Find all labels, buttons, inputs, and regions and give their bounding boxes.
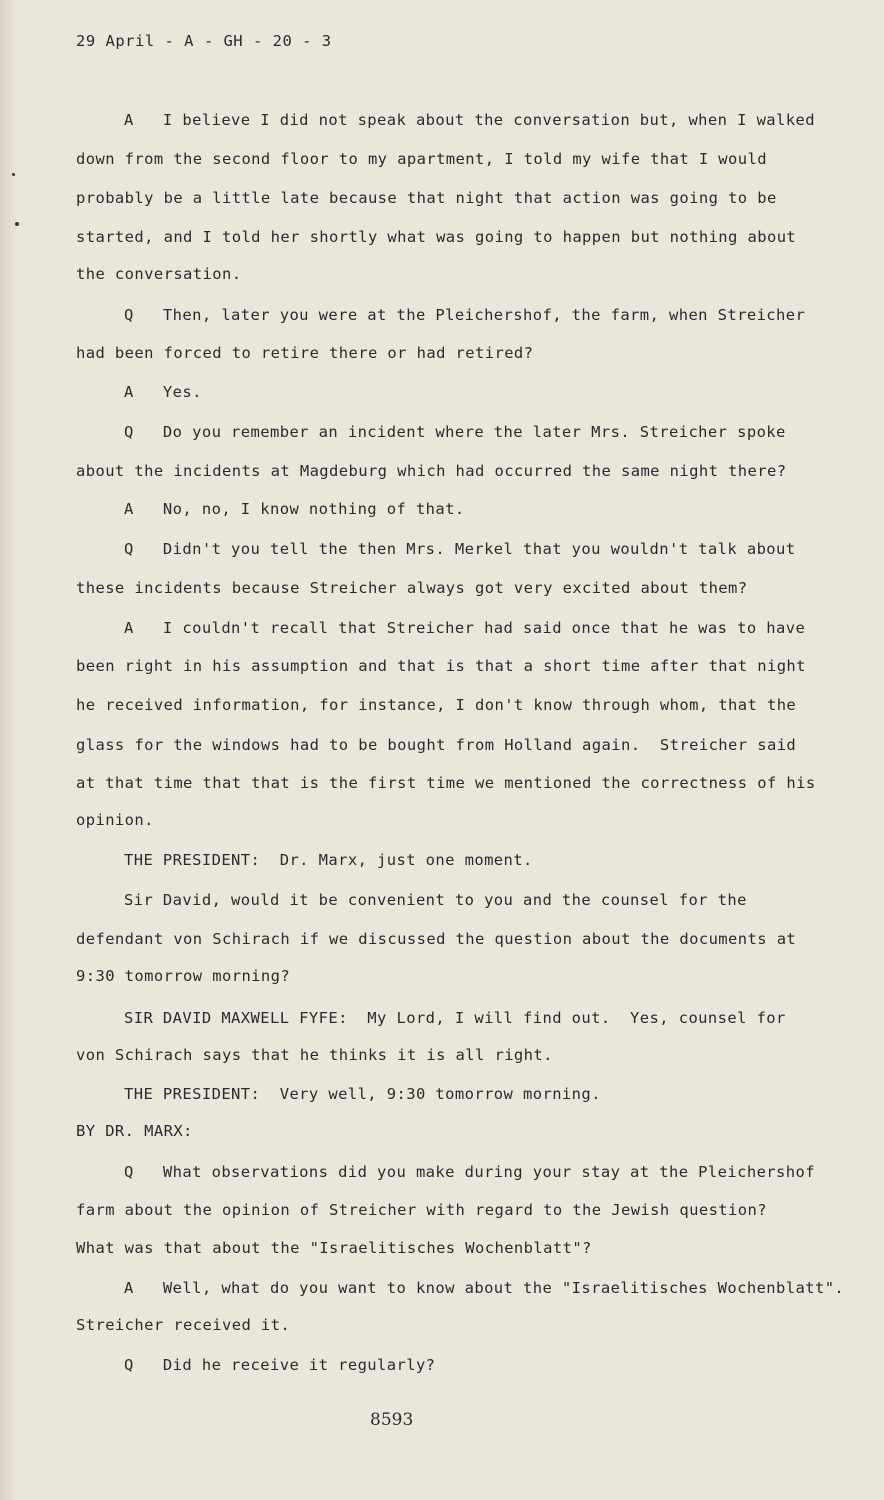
- transcript-line: Q Then, later you were at the Pleichershof, the farm, when Streicher: [124, 306, 806, 324]
- transcript-line: A Yes.: [124, 383, 202, 401]
- transcript-line: down from the second floor to my apartment, I told my wife that I would: [76, 150, 767, 168]
- transcript-line: Streicher received it.: [76, 1316, 291, 1334]
- transcript-line: SIR DAVID MAXWELL FYFE: My Lord, I will find out. Yes, counsel for: [124, 1009, 786, 1027]
- paper-speck: [12, 173, 15, 176]
- transcript-line: von Schirach says that he thinks it is all right.: [76, 1046, 553, 1064]
- page-number: 8593: [370, 1410, 414, 1430]
- transcript-line: A I couldn't recall that Streicher had said once that he was to have: [124, 619, 806, 637]
- transcript-line: THE PRESIDENT: Very well, 9:30 tomorrow morning.: [124, 1085, 601, 1103]
- transcript-line: farm about the opinion of Streicher with regard to the Jewish question?: [76, 1201, 767, 1219]
- transcript-line: been right in his assumption and that is that a short time after that night: [76, 657, 806, 675]
- transcript-line: Q What observations did you make during your stay at the Pleichershof: [124, 1163, 815, 1181]
- transcript-line: probably be a little late because that night that action was going to be: [76, 189, 777, 207]
- transcript-line: these incidents because Streicher always got very excited about them?: [76, 579, 748, 597]
- transcript-line: THE PRESIDENT: Dr. Marx, just one moment.: [124, 851, 533, 869]
- transcript-line: he received information, for instance, I don't know through whom, that the: [76, 696, 797, 714]
- transcript-line: about the incidents at Magdeburg which had occurred the same night there?: [76, 462, 787, 480]
- transcript-line: A I believe I did not speak about the conversation but, when I walked: [124, 111, 815, 129]
- paper-speck: [15, 222, 19, 226]
- transcript-line: defendant von Schirach if we discussed the question about the documents at: [76, 930, 797, 948]
- transcript-line: at that time that that is the first time we mentioned the correctness of his: [76, 774, 816, 792]
- transcript-line: had been forced to retire there or had retired?: [76, 344, 534, 362]
- transcript-line: started, and I told her shortly what was going to happen but nothing about: [76, 228, 797, 246]
- transcript-line: Sir David, would it be convenient to you and the counsel for the: [124, 891, 747, 909]
- transcript-line: What was that about the "Israelitisches Wochenblatt"?: [76, 1239, 592, 1257]
- transcript-line: A No, no, I know nothing of that.: [124, 500, 465, 518]
- document-header: 29 April - A - GH - 20 - 3: [76, 32, 332, 50]
- transcript-line: opinion.: [76, 811, 154, 829]
- transcript-line: Q Do you remember an incident where the later Mrs. Streicher spoke: [124, 423, 786, 441]
- transcript-line: BY DR. MARX:: [76, 1122, 193, 1140]
- transcript-line: Q Didn't you tell the then Mrs. Merkel that you wouldn't talk about: [124, 540, 796, 558]
- transcript-line: the conversation.: [76, 265, 242, 283]
- transcript-line: A Well, what do you want to know about the "Israelitisches Wochenblatt".: [124, 1279, 845, 1297]
- transcript-line: glass for the windows had to be bought from Holland again. Streicher said: [76, 736, 797, 754]
- transcript-line: Q Did he receive it regularly?: [124, 1356, 436, 1374]
- transcript-line: 9:30 tomorrow morning?: [76, 967, 291, 985]
